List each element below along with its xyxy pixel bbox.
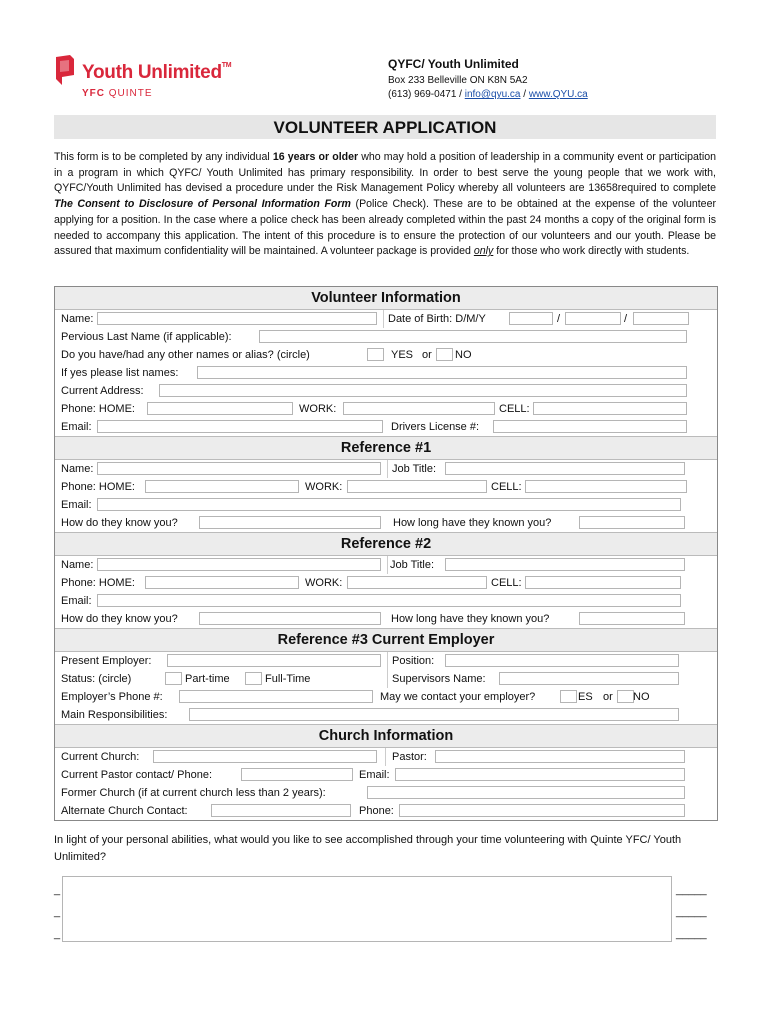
form-row: Employer’s Phone #: May we contact your employer? ES or NO	[61, 691, 650, 703]
reference-3-heading: Reference #3 Current Employer	[55, 628, 717, 652]
form-row: Current Pastor contact/ Phone: Email:	[55, 766, 717, 784]
ref2-job-title-input[interactable]	[445, 558, 685, 571]
ref2-name-input[interactable]	[97, 558, 381, 571]
form-row: Email:	[55, 592, 717, 610]
alternate-contact-phone-input[interactable]	[399, 804, 685, 817]
contact-yes-checkbox[interactable]	[560, 690, 577, 703]
form-row: Name: Date of Birth: D/M/Y / /	[55, 310, 717, 328]
form-row: Alternate Church Contact: Phone:	[55, 802, 717, 820]
supervisor-name-input[interactable]	[499, 672, 679, 685]
reference-1-heading: Reference #1	[55, 436, 717, 460]
ref1-name-input[interactable]	[97, 462, 381, 475]
ref1-cell-phone-input[interactable]	[525, 480, 687, 493]
ref1-duration-input[interactable]	[579, 516, 685, 529]
volunteer-work-phone-input[interactable]	[343, 402, 495, 415]
application-form	[54, 286, 718, 821]
org-contact-line: (613) 969-0471 / info@qyu.ca / www.QYU.ca	[388, 89, 588, 100]
drivers-license-input[interactable]	[493, 420, 687, 433]
org-name: QYFC/ Youth Unlimited	[388, 57, 519, 71]
form-row: Former Church (if at current church less than 2 years):	[55, 784, 717, 802]
answer-line-right: _____	[676, 884, 707, 896]
present-employer-input[interactable]	[167, 654, 381, 667]
volunteer-section-heading: Volunteer Information	[55, 287, 717, 310]
volunteer-goals-textarea[interactable]	[62, 876, 672, 942]
pastor-name-input[interactable]	[435, 750, 685, 763]
alias-no-checkbox[interactable]	[436, 348, 453, 361]
answer-line-left: _	[54, 884, 61, 896]
former-church-input[interactable]	[367, 786, 685, 799]
pastor-contact-phone-input[interactable]	[241, 768, 353, 781]
form-row: Name: Job Title:	[55, 460, 717, 478]
pastor-email-input[interactable]	[395, 768, 685, 781]
volunteer-email-input[interactable]	[97, 420, 383, 433]
form-row: Do you have/had any other names or alias? (circle) YES or NO	[61, 349, 472, 361]
form-row: Phone: HOME: WORK: CELL:	[55, 400, 717, 418]
logo-wordmark: Youth Unlimited™	[82, 62, 232, 83]
reference-2-heading: Reference #2	[55, 532, 717, 556]
ref1-job-title-input[interactable]	[445, 462, 685, 475]
intro-paragraph: This form is to be completed by any individual 16 years or older who may hold a position of leadership in a community event or participation in a program in which QYFC/ Youth Unlimited has primary responsibility. In order to best serve the young people that we work with, QYFC/Youth Unlimited has devised a procedure under the Risk Management Policy whereby all volunteers are 13658required to complete The Consent to Disclosure of Personal Information Form (Police Check). These are to be obtained at the expense of the volunteer applying for a position. In the case where a police check has been already completed within the past 24 months a copy of the original form is needed to accompany this application. The intent of this procedure is to ensure the protection of our volunteers and our youth. Please be assured that maximum confidentiality will be maintained. A volunteer package is provided only for those who work directly with students.	[54, 151, 717, 258]
ref1-home-phone-input[interactable]	[145, 480, 299, 493]
answer-line-left: _	[54, 928, 61, 940]
alias-yes-checkbox[interactable]	[367, 348, 384, 361]
alias-names-input[interactable]	[197, 366, 687, 379]
current-church-input[interactable]	[153, 750, 377, 763]
org-contact	[388, 74, 588, 102]
org-phone: (613) 969-0471	[388, 89, 457, 100]
volunteer-home-phone-input[interactable]	[147, 402, 293, 415]
full-time-checkbox[interactable]	[245, 672, 262, 685]
form-row: Phone: HOME: WORK: CELL:	[55, 478, 717, 496]
ref2-home-phone-input[interactable]	[145, 576, 299, 589]
ref2-cell-phone-input[interactable]	[525, 576, 681, 589]
form-row: Pervious Last Name (if applicable):	[55, 328, 717, 346]
answer-line-right: _____	[676, 906, 707, 918]
youth-unlimited-logo-icon	[54, 55, 76, 85]
org-website-link[interactable]: www.QYU.ca	[528, 89, 588, 100]
ref2-relationship-input[interactable]	[199, 612, 381, 625]
contact-no-checkbox[interactable]	[617, 690, 634, 703]
answer-line-left: _	[54, 906, 61, 918]
ref1-relationship-input[interactable]	[199, 516, 381, 529]
current-address-input[interactable]	[159, 384, 687, 397]
form-row: Main Responsibilities:	[55, 706, 717, 724]
ref2-work-phone-input[interactable]	[347, 576, 487, 589]
volunteer-name-input[interactable]	[97, 312, 377, 325]
ref1-work-phone-input[interactable]	[347, 480, 487, 493]
dob-year-input[interactable]	[633, 312, 689, 325]
answer-line-right: _____	[676, 928, 707, 940]
church-section-heading: Church Information	[55, 724, 717, 748]
ref2-duration-input[interactable]	[579, 612, 685, 625]
form-title: VOLUNTEER APPLICATION	[273, 118, 497, 137]
part-time-checkbox[interactable]	[165, 672, 182, 685]
main-responsibilities-input[interactable]	[189, 708, 679, 721]
form-row: Present Employer: Position:	[55, 652, 717, 670]
form-row: Name: Job Title:	[55, 556, 717, 574]
alternate-church-contact-input[interactable]	[211, 804, 351, 817]
form-row: Current Address:	[55, 382, 717, 400]
form-row: Phone: HOME: WORK: CELL:	[55, 574, 717, 592]
form-row: Email: Drivers License #:	[55, 418, 717, 436]
form-title-bar	[54, 115, 716, 139]
form-row: Current Church: Pastor:	[55, 748, 717, 766]
org-address: Box 233 Belleville ON K8N 5A2	[388, 75, 528, 86]
volunteer-goals-question: In light of your personal abilities, what would you like to see accomplished through your time volunteering with Quinte YFC/ Youth Unlimited?	[54, 834, 682, 863]
logo-subtitle: YFC QUINTE	[82, 88, 153, 99]
dob-day-input[interactable]	[509, 312, 553, 325]
form-row: How do they know you? How long have they known you?	[55, 610, 717, 628]
employer-position-input[interactable]	[445, 654, 679, 667]
org-email-link[interactable]: info@qyu.ca	[464, 89, 521, 100]
form-row: If yes please list names:	[55, 364, 717, 382]
form-row: Email:	[55, 496, 717, 514]
ref2-email-input[interactable]	[97, 594, 681, 607]
ref1-email-input[interactable]	[97, 498, 681, 511]
previous-last-name-input[interactable]	[259, 330, 687, 343]
form-row: How do they know you? How long have they known you?	[55, 514, 717, 532]
form-row: Status: (circle) Part-time Full-Time Supervisors Name:	[55, 670, 717, 688]
dob-month-input[interactable]	[565, 312, 621, 325]
employer-phone-input[interactable]	[179, 690, 373, 703]
volunteer-cell-phone-input[interactable]	[533, 402, 687, 415]
